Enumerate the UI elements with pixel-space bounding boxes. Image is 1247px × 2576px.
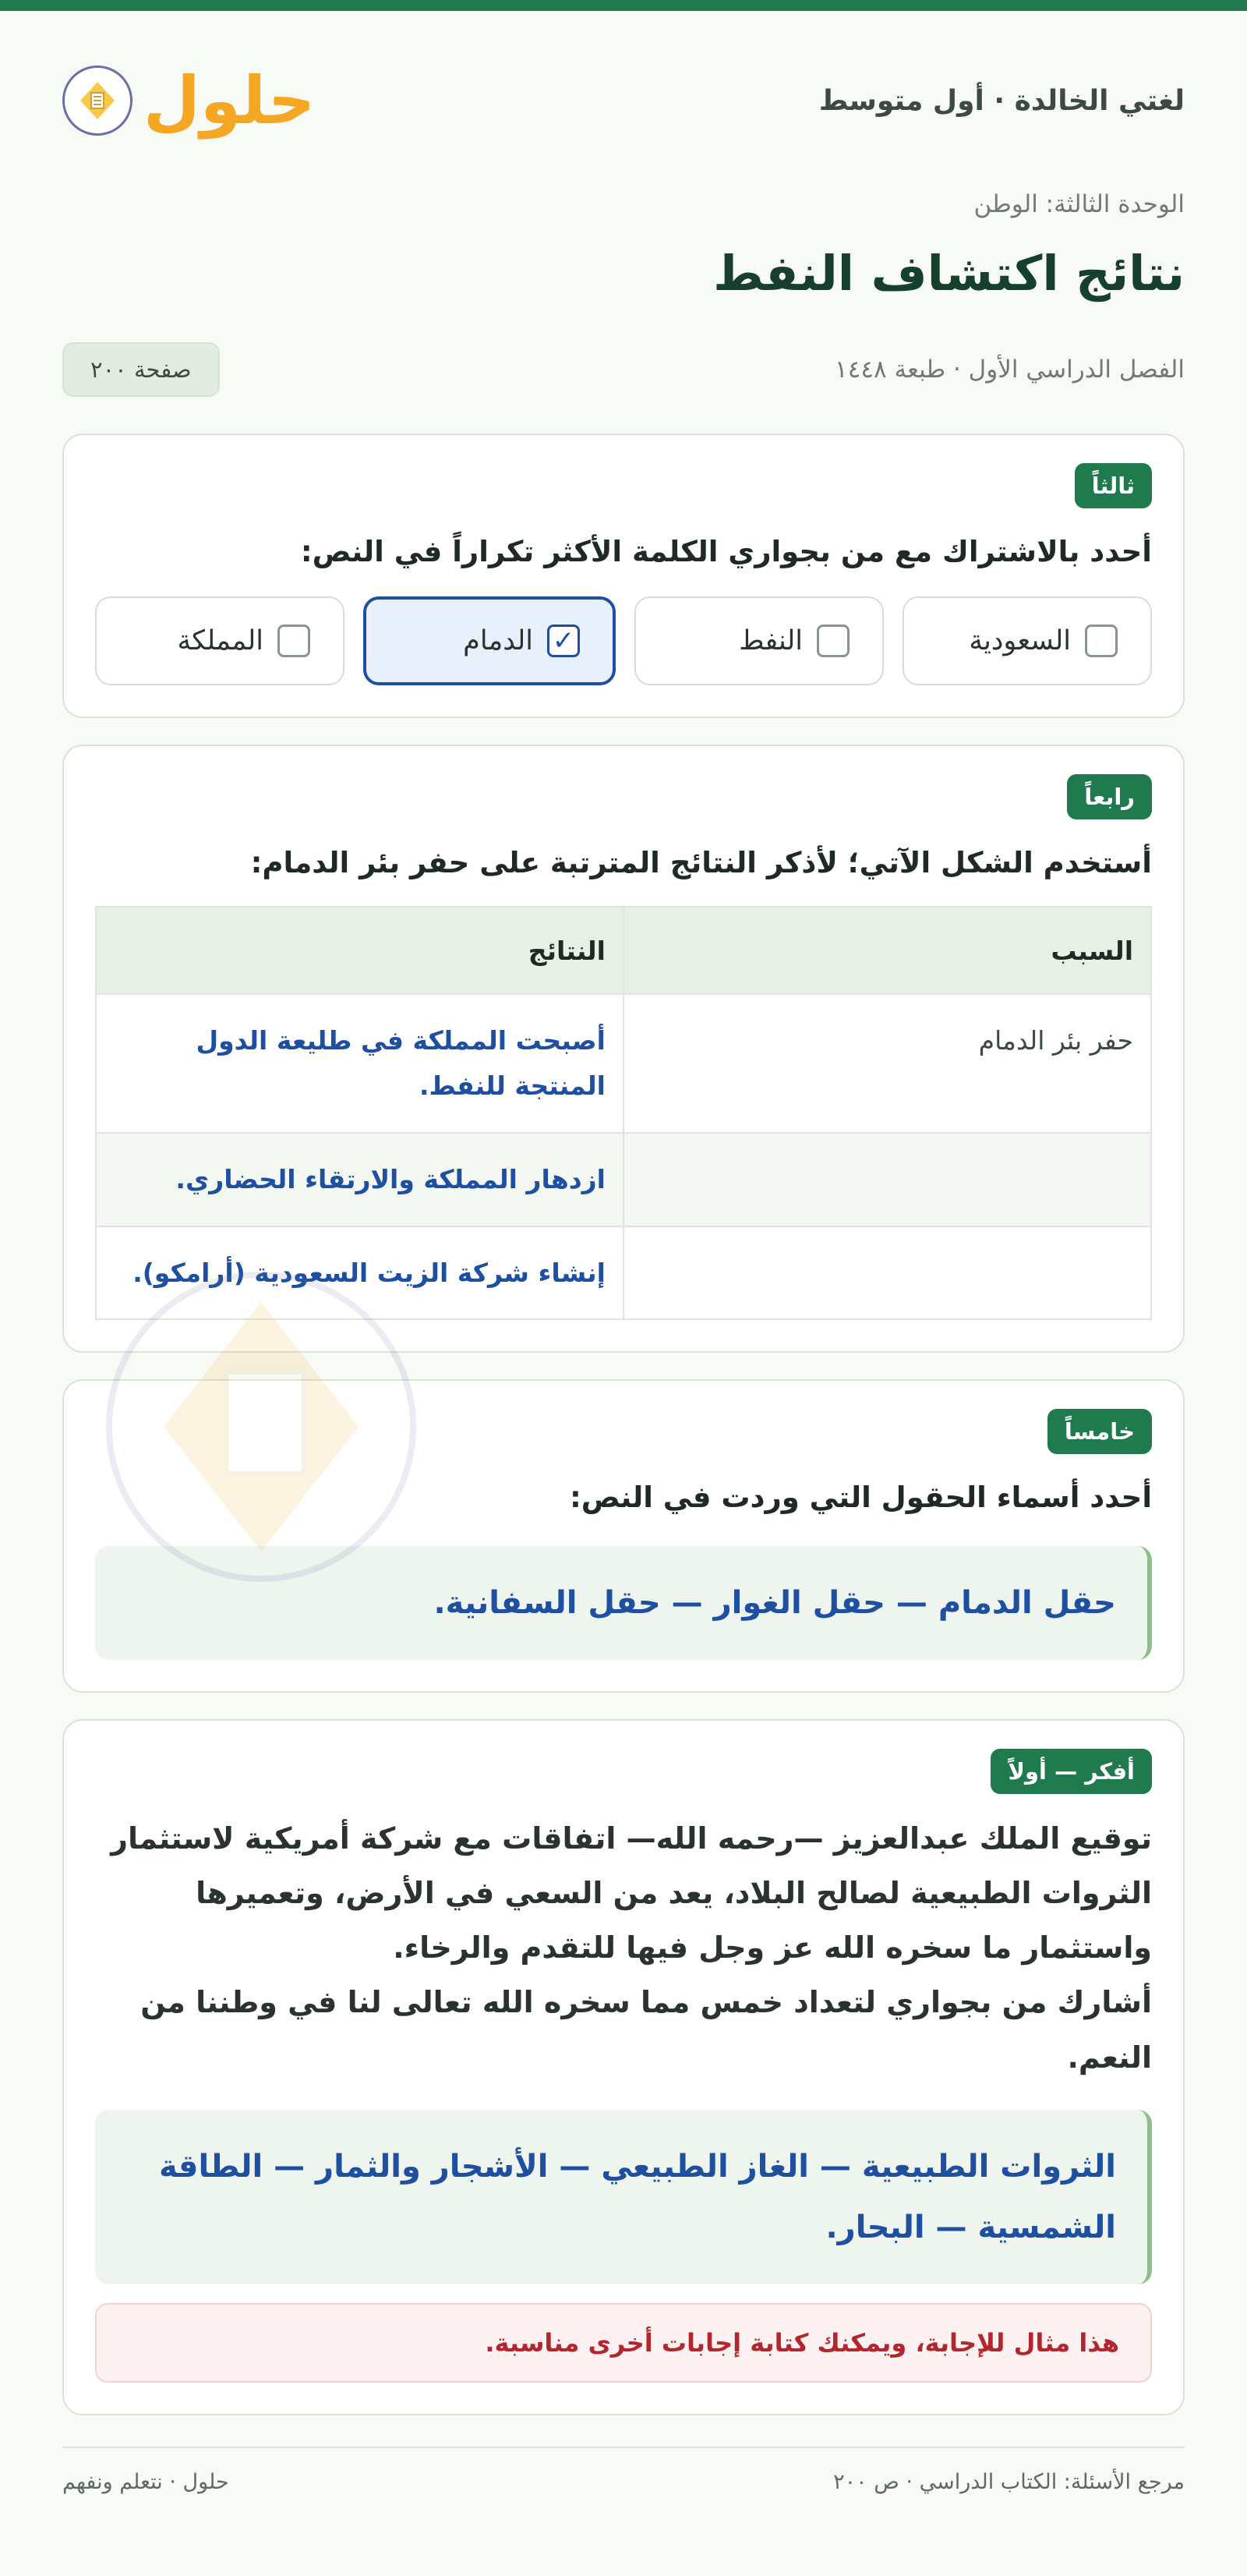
page [0, 11, 1247, 2494]
reading-paragraph [95, 1811, 1152, 2085]
table-cell-cause: حفر بئر الدمام [624, 994, 1151, 1133]
checkbox-icon[interactable] [1085, 625, 1118, 657]
section-fourth-card [62, 745, 1185, 1353]
option-label: الدمام [463, 625, 533, 657]
meta-row [62, 332, 1185, 407]
option-oil[interactable] [634, 596, 884, 685]
section-third-card [62, 433, 1185, 718]
section-badge: خامساً [1047, 1409, 1152, 1454]
book-icon [62, 65, 132, 136]
options-group [95, 596, 1152, 685]
option-label: النفط [739, 625, 803, 657]
cause-effect-table [95, 906, 1152, 1320]
option-saudi[interactable] [903, 596, 1152, 685]
option-label: المملكة [177, 625, 263, 657]
semester-label: الفصل الدراسي الأول · طبعة ١٤٤٨ [835, 356, 1185, 384]
header [62, 11, 1185, 190]
answer-box: حقل الدمام — حقل الغوار — حقل السفانية. [95, 1546, 1152, 1660]
table-cell-result: أصبحت المملكة في طليعة الدول المنتجة للنفط. [96, 994, 624, 1133]
section-fifth-card [62, 1379, 1185, 1692]
answer-note: هذا مثال للإجابة، ويمكنك كتابة إجابات أخرى مناسبة. [95, 2303, 1152, 2383]
question-text: أشارك من بجواري لتعداد خمس مما سخره الله تعالى لنا في وطننا من النعم. [140, 1985, 1152, 2075]
section-badge: ثالثاً [1075, 463, 1152, 508]
page-number-badge: صفحة ٢٠٠ [62, 342, 220, 397]
table-header-results: النتائج [96, 907, 624, 994]
section-think-card [62, 1719, 1185, 2415]
unit-label: الوحدة الثالثة: الوطن [973, 190, 1185, 218]
option-label: السعودية [969, 625, 1071, 657]
table-header-row [96, 907, 1151, 994]
footer-reference: مرجع الأسئلة: الكتاب الدراسي · ص ٢٠٠ [833, 2470, 1185, 2495]
book-series-title: لغتي الخالدة · أول متوسط [818, 84, 1185, 117]
top-accent-bar [0, 0, 1247, 11]
table-row [96, 994, 1151, 1133]
table-cell-cause [624, 1133, 1151, 1226]
paragraph-text: توقيع الملك عبدالعزيز —رحمه الله— اتفاقات مع شركة أمريكية لاستثمار الثروات الطبيعية لصالح البلاد، يعد من السعي في الأرض، وتعميرها واستثمار ما سخره الله عز وجل فيها للتقدم والرخاء. [111, 1821, 1152, 1966]
table-cell-cause [624, 1226, 1151, 1320]
option-dammam[interactable] [363, 596, 616, 685]
table-row [96, 1133, 1151, 1226]
table-cell-result: ازدهار المملكة والارتقاء الحضاري. [96, 1133, 624, 1226]
footer-brand[interactable]: حلول · نتعلم ونفهم [62, 2470, 229, 2495]
logo-wordmark: حلول [143, 62, 316, 139]
checkbox-icon[interactable] [817, 625, 850, 657]
section-badge: أفكر — أولاً [991, 1749, 1152, 1794]
question-text: أحدد بالاشتراك مع من بجواري الكلمة الأكثر تكراراً في النص: [300, 535, 1152, 568]
table-header-cause: السبب [624, 907, 1151, 994]
site-logo[interactable] [62, 62, 316, 139]
page-title: نتائج اكتشاف النفط [713, 245, 1185, 302]
checkbox-checked-icon[interactable]: ✓ [547, 625, 580, 657]
option-kingdom[interactable] [95, 596, 344, 685]
checkbox-icon[interactable] [277, 625, 310, 657]
table-row [96, 1226, 1151, 1320]
section-badge: رابعاً [1067, 774, 1152, 819]
footer [62, 2447, 1185, 2494]
answer-box: الثروات الطبيعية — الغاز الطبيعي — الأشجار والثمار — الطاقة الشمسية — البحار. [95, 2110, 1152, 2284]
question-text: أستخدم الشكل الآتي؛ لأذكر النتائج المترتبة على حفر بئر الدمام: [250, 846, 1152, 880]
table-cell-result: إنشاء شركة الزيت السعودية (أرامكو). [96, 1226, 624, 1320]
question-text: أحدد أسماء الحقول التي وردت في النص: [569, 1481, 1152, 1515]
